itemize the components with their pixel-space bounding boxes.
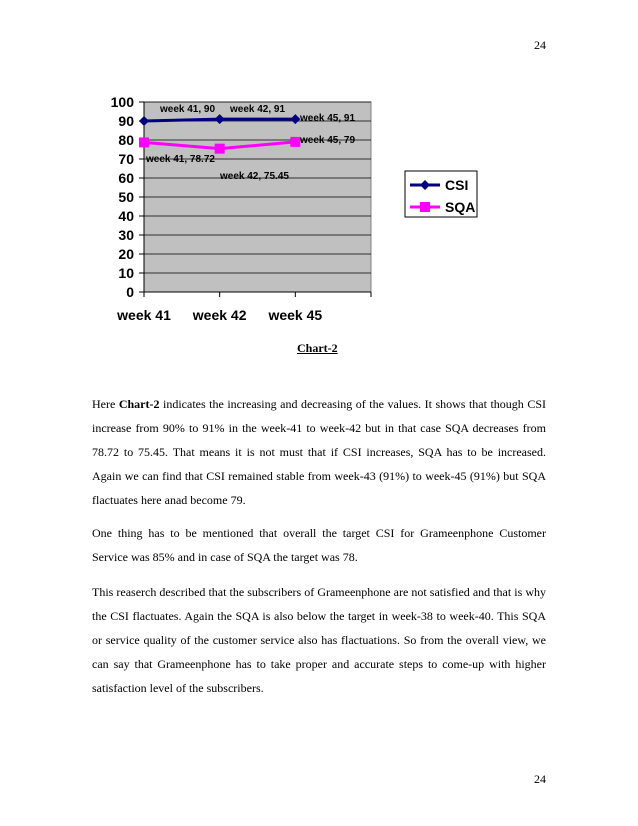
y-tick-label: 90	[118, 113, 134, 129]
y-tick-label: 50	[118, 189, 134, 205]
paragraph-2: One thing has to be mentioned that overall the target CSI for Grameenphone Customer Service was 85% and in case of SQA the target was 78.	[92, 526, 546, 564]
page-number-bottom: 24	[534, 772, 546, 786]
legend-marker-sqa	[420, 202, 430, 212]
chart-caption: Chart-2	[297, 341, 338, 355]
paragraph-3: This reaserch described that the subscribers of Grameenphone are not satisfied and that is why the CSI flactuates. Again the SQA is also below the target in week-38 to week-40. This SQA or service quality of the customer service also has flactuations. So from the overall view, we can say that Grameenphone has to take proper and accurate steps to come-up with higher satisfaction level of the subscribers.	[92, 585, 546, 695]
data-label: week 42, 91	[230, 104, 286, 115]
data-label: week 41, 90	[160, 104, 216, 115]
page-number-top: 24	[534, 38, 546, 52]
x-tick-label: week 45	[268, 307, 323, 323]
y-tick-label: 60	[118, 170, 134, 186]
y-tick-label: 0	[126, 284, 134, 300]
data-label: week 45, 79	[300, 135, 356, 146]
y-tick-label: 70	[118, 151, 134, 167]
data-point-sqa	[139, 137, 149, 147]
y-tick-label: 10	[118, 265, 134, 281]
y-tick-label: 20	[118, 246, 134, 262]
paragraph-1	[92, 392, 546, 512]
y-tick-label: 40	[118, 208, 134, 224]
legend-label-sqa: SQA	[445, 199, 476, 215]
paragraph-1-bold: Chart-2	[118, 397, 160, 411]
line-chart	[0, 0, 638, 340]
y-tick-label: 30	[118, 227, 134, 243]
y-tick-label: 80	[118, 132, 134, 148]
paragraph-1-rest: indicates the increasing and decreasing of the values. It shows that though CSI increase from 90% to 91% in the week-41 to week-42 but in that case SQA decreases from 78.72 to 75.45. That means it is not must that if CSI increases, SQA has to be increased. Again we can find that CSI remained stable from week-43 (91%) to week-45 (91%) but SQA flactuates here anad become 79.	[92, 397, 546, 507]
data-label: week 42, 75.45	[220, 171, 289, 182]
x-tick-label: week 41	[117, 307, 171, 323]
x-tick-label: week 42	[192, 307, 247, 323]
data-label: week 45, 91	[300, 113, 356, 124]
y-tick-label: 100	[110, 94, 134, 110]
data-label: week 41, 78.72	[146, 154, 215, 165]
data-point-sqa	[290, 137, 300, 147]
data-point-sqa	[215, 144, 225, 154]
paragraph-1-start: Here	[92, 397, 119, 411]
legend-label-csi: CSI	[445, 177, 469, 193]
